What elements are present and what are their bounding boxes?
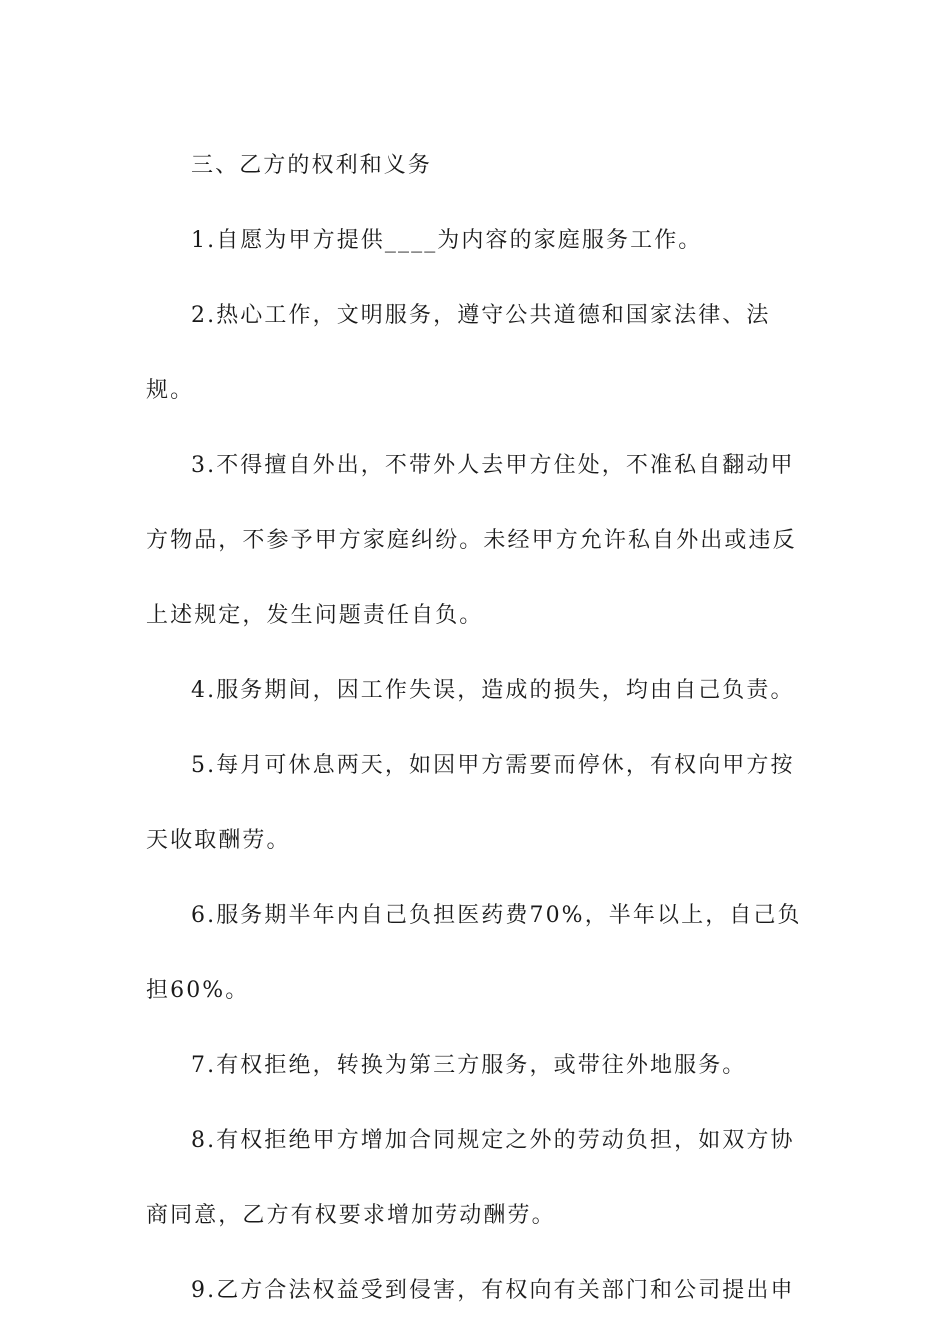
clause-8: 8.有权拒绝甲方增加合同规定之外的劳动负担，如双方协商同意，乙方有权要求增加劳动酬劳。 [146,1128,795,1228]
clause-3: 3.不得擅自外出，不带外人去甲方住处，不准私自翻动甲方物品，不参予甲方家庭纠纷。未经甲方允许私自外出或违反上述规定，发生问题责任自负。 [146,453,797,628]
clause-9: 9.乙方合法权益受到侵害，有权向有关部门和公司提出申 [191,1278,795,1303]
clause-5: 5.每月可休息两天，如因甲方需要而停休，有权向甲方按天收取酬劳。 [146,753,795,853]
clause-7: 7.有权拒绝，转换为第三方服务，或带往外地服务。 [191,1053,747,1078]
section-heading: 三、乙方的权利和义务 [191,153,433,178]
clause-6: 6.服务期半年内自己负担医药费70%，半年以上，自己负担60%。 [146,903,802,1003]
clause-1: 1.自愿为甲方提供____为内容的家庭服务工作。 [191,228,703,253]
clause-4: 4.服务期间，因工作失误，造成的损失，均由自己负责。 [191,678,795,703]
clause-2: 2.热心工作，文明服务，遵守公共道德和国家法律、法规。 [146,303,771,403]
document-body [146,128,808,1328]
